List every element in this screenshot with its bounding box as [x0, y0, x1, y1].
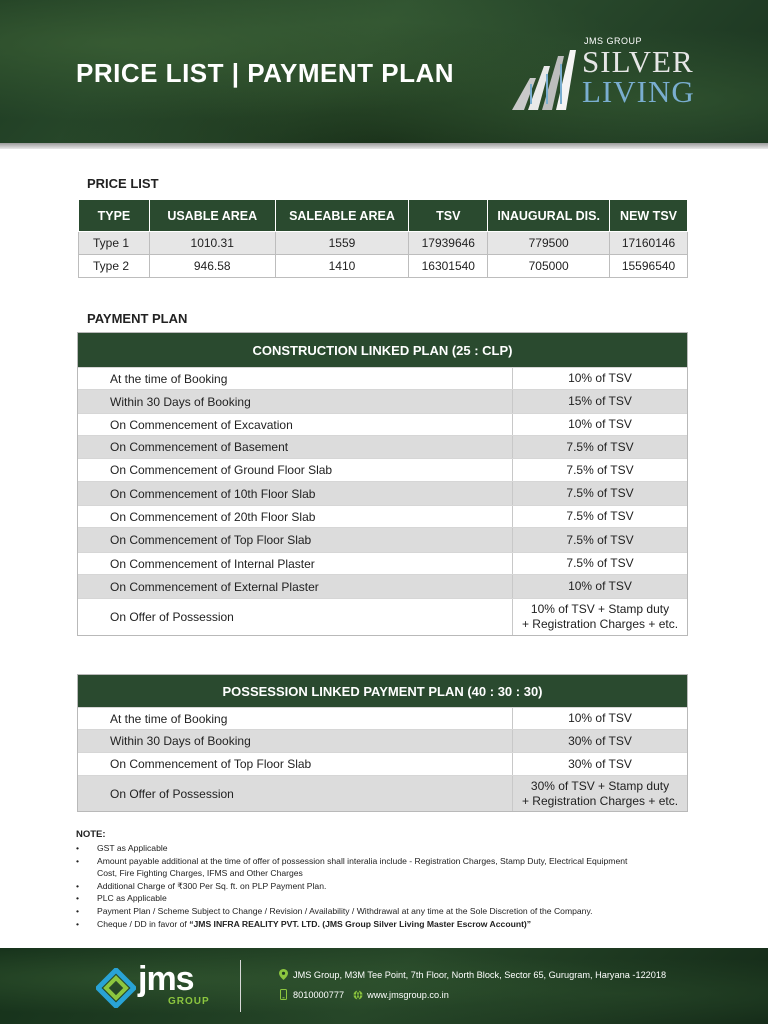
stage-label: On Offer of Possession	[78, 599, 513, 635]
location-pin-icon	[278, 969, 289, 980]
note-item: • PLC as Applicable	[76, 892, 696, 905]
stage-label: On Commencement of Excavation	[78, 414, 513, 435]
stage-label: On Commencement of Internal Plaster	[78, 553, 513, 574]
note-text-continued: Cost, Fire Fighting Charges, IFMS and Other Charges	[97, 868, 303, 879]
notes-title: NOTE:	[76, 829, 106, 840]
price-table	[78, 199, 688, 278]
footer	[0, 948, 768, 1024]
stage-label: At the time of Booking	[78, 708, 513, 729]
stage-amount	[513, 776, 687, 811]
stage-label: At the time of Booking	[78, 368, 513, 389]
amount-line-1: 10% of TSV + Stamp duty	[530, 602, 670, 616]
notes-list	[76, 842, 696, 930]
stage-amount: 7.5% of TSV	[566, 439, 634, 454]
building-stripes-icon	[510, 48, 576, 112]
stage-amount: 10% of TSV	[568, 711, 632, 725]
stage-amount: 15% of TSV	[568, 394, 632, 408]
column-header: INAUGURAL DIS.	[488, 200, 610, 232]
stage-label: On Commencement of Ground Floor Slab	[78, 459, 513, 481]
stage-amount	[513, 599, 687, 635]
amount-line-1: 30% of TSV + Stamp duty	[530, 778, 670, 793]
table-cell: 705000	[488, 255, 610, 278]
amount-line-2: + Registration Charges + etc.	[521, 617, 679, 631]
silver-living-logo	[510, 34, 700, 114]
column-header: SALEABLE AREA	[275, 200, 409, 232]
stage-label: On Commencement of External Plaster	[78, 575, 513, 598]
stage-amount: 10% of TSV	[568, 371, 632, 385]
table-row	[78, 505, 687, 527]
table-row	[78, 598, 687, 635]
table-row	[78, 752, 687, 775]
table-cell: 1410	[275, 255, 409, 278]
table-row	[78, 481, 687, 505]
table-cell: 779500	[488, 232, 610, 255]
column-header: USABLE AREA	[149, 200, 275, 232]
table-cell: 16301540	[409, 255, 488, 278]
table-cell: 946.58	[149, 255, 275, 278]
stage-label: On Commencement of 10th Floor Slab	[78, 482, 513, 505]
stage-label: On Commencement of 20th Floor Slab	[78, 506, 513, 527]
table-cell: 17160146	[610, 232, 688, 255]
stage-label: On Offer of Possession	[78, 776, 513, 811]
clp-title: CONSTRUCTION LINKED PLAN (25 : CLP)	[78, 333, 687, 367]
cheque-payee: “JMS INFRA REALITY PVT. LTD. (JMS Group Silver Living Master Escrow Account)”	[189, 918, 532, 929]
payment-plan-heading: PAYMENT PLAN	[87, 311, 188, 326]
note-item	[76, 918, 696, 931]
globe-icon	[352, 989, 363, 1000]
table-row	[78, 775, 687, 811]
stage-amount: 7.5% of TSV	[566, 462, 634, 477]
stage-amount: 7.5% of TSV	[566, 509, 634, 523]
table-row	[78, 413, 687, 435]
amount-line-2: + Registration Charges + etc.	[521, 793, 679, 808]
price-table-header-row	[79, 200, 688, 232]
stage-label: On Commencement of Basement	[78, 436, 513, 458]
footer-brand-text: jms	[138, 960, 194, 998]
stage-amount: 10% of TSV	[568, 579, 632, 593]
header-banner	[0, 0, 768, 143]
footer-brand-sub: GROUP	[168, 996, 210, 1007]
footer-address	[278, 969, 666, 980]
logo-group-text: JMS GROUP	[584, 36, 643, 46]
address-text: JMS Group, M3M Tee Point, 7th Floor, North Block, Sector 65, Gurugram, Haryana -122018	[293, 969, 667, 980]
page-title: PRICE LIST | PAYMENT PLAN	[76, 58, 455, 88]
phone-text[interactable]: 8010000777	[293, 989, 345, 1000]
table-row	[78, 435, 687, 458]
table-row	[78, 389, 687, 413]
stage-amount: 7.5% of TSV	[566, 532, 634, 547]
stage-label: Within 30 Days of Booking	[78, 390, 513, 413]
table-cell: Type 1	[79, 232, 150, 255]
jms-group-logo	[96, 960, 216, 1010]
stage-amount: 7.5% of TSV	[566, 486, 634, 500]
phone-icon	[278, 989, 289, 1000]
footer-contact	[278, 989, 449, 1000]
logo-living-text: LIVING	[582, 74, 695, 109]
stage-label: Within 30 Days of Booking	[78, 730, 513, 752]
table-row	[79, 255, 688, 278]
note-item: • GST as Applicable	[76, 842, 696, 855]
note-text: Cheque / DD in favor of	[97, 918, 190, 929]
table-row	[78, 707, 687, 729]
note-item	[76, 855, 696, 880]
possession-linked-plan-table	[77, 674, 688, 812]
column-header: TYPE	[79, 200, 150, 232]
table-row	[78, 367, 687, 389]
table-row	[78, 458, 687, 481]
logo-silver-text: SILVER	[582, 44, 694, 79]
table-cell: 17939646	[409, 232, 488, 255]
website-link[interactable]: www.jmsgroup.co.in	[367, 989, 449, 1000]
table-cell: 1010.31	[149, 232, 275, 255]
notes-section	[76, 829, 696, 930]
column-header: TSV	[409, 200, 488, 232]
price-list-heading: PRICE LIST	[87, 176, 159, 191]
table-cell: Type 2	[79, 255, 150, 278]
footer-divider	[240, 960, 241, 1012]
plp-title: POSSESSION LINKED PAYMENT PLAN (40 : 30 : 30)	[78, 675, 687, 707]
stage-amount: 30% of TSV	[568, 756, 632, 771]
table-row	[78, 574, 687, 598]
stage-label: On Commencement of Top Floor Slab	[78, 528, 513, 552]
table-row	[78, 552, 687, 574]
stage-label: On Commencement of Top Floor Slab	[78, 753, 513, 775]
table-row	[79, 232, 688, 255]
note-item: • Additional Charge of ₹300 Per Sq. ft. on PLP Payment Plan.	[76, 880, 696, 893]
jms-diamond-icon	[96, 968, 136, 1008]
table-row	[78, 527, 687, 552]
stage-amount: 7.5% of TSV	[566, 556, 634, 570]
note-text: Amount payable additional at the time of offer of possession shall interalia include - Registration Charges, Stamp Duty, Electrical Equipment	[97, 855, 628, 866]
note-item: • Payment Plan / Scheme Subject to Change / Revision / Availability / Withdrawal at any time at the Sole Discretion of the Company.	[76, 905, 696, 918]
construction-linked-plan-table	[77, 332, 688, 636]
stage-amount: 30% of TSV	[568, 733, 632, 748]
column-header: NEW TSV	[610, 200, 688, 232]
table-cell: 1559	[275, 232, 409, 255]
stage-amount: 10% of TSV	[568, 417, 632, 431]
table-cell: 15596540	[610, 255, 688, 278]
table-row	[78, 729, 687, 752]
